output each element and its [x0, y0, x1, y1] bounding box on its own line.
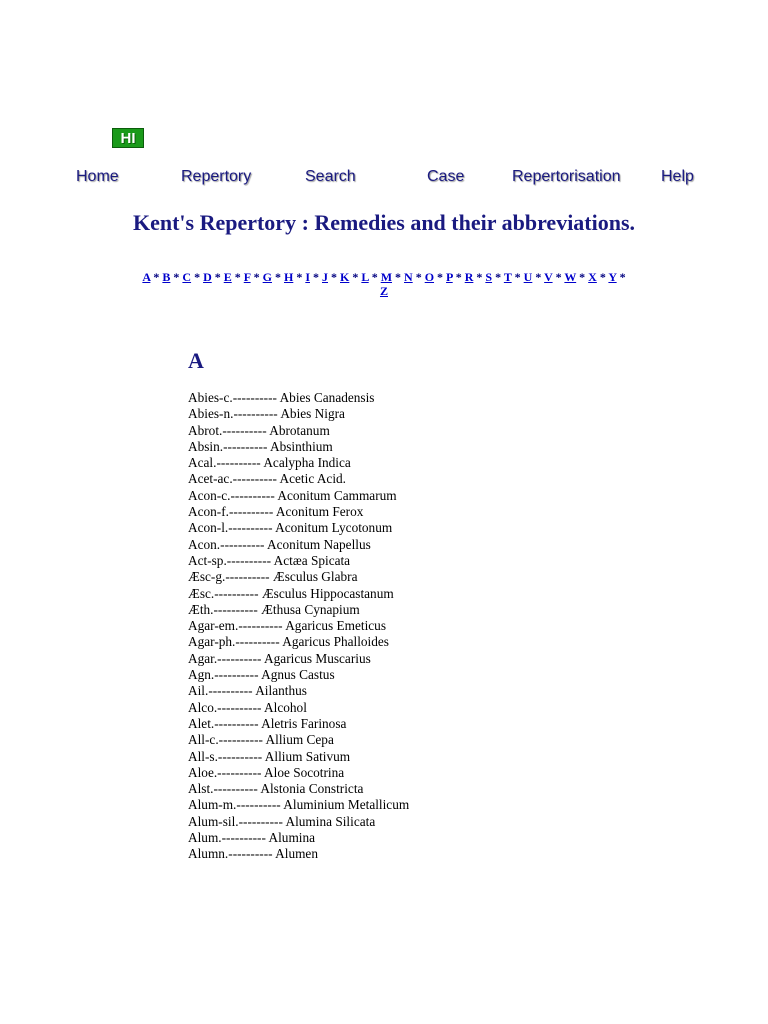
alphabet-index	[140, 270, 628, 298]
remedy-row	[188, 781, 608, 797]
remedy-row	[188, 602, 608, 618]
remedy-abbreviation: Acon.	[188, 536, 221, 552]
letter-separator: *	[231, 270, 244, 284]
letter-link-u[interactable]: U	[523, 270, 533, 284]
letter-link-t[interactable]: T	[503, 270, 512, 284]
letter-separator: *	[576, 270, 589, 284]
remedy-name: Aconitum Ferox	[275, 504, 364, 520]
remedy-row	[188, 797, 608, 813]
letter-separator: *	[492, 270, 504, 284]
remedy-dash-separator: ----------	[217, 764, 262, 780]
remedy-abbreviation: Abies-n.	[188, 406, 234, 422]
remedy-dash-separator: ----------	[230, 487, 275, 503]
letter-separator: *	[211, 270, 224, 284]
remedy-name: Acalypha Indica	[263, 455, 351, 471]
letter-separator: *	[250, 270, 263, 284]
remedy-row	[188, 390, 608, 406]
letter-separator: *	[368, 270, 381, 284]
letter-separator: *	[434, 270, 447, 284]
remedy-row	[188, 634, 608, 650]
letter-link-h[interactable]: H	[283, 270, 294, 284]
remedy-row	[188, 520, 608, 536]
letter-link-c[interactable]: C	[182, 270, 192, 284]
remedy-row	[188, 504, 608, 520]
remedy-dash-separator: ----------	[226, 552, 272, 568]
remedy-abbreviation: Alst.	[188, 781, 214, 797]
remedy-row	[188, 618, 608, 634]
letter-separator: *	[473, 270, 486, 284]
remedy-abbreviation: Act-sp.	[188, 552, 227, 568]
remedy-name: Agnus Castus	[261, 667, 335, 683]
letter-link-m[interactable]: M	[380, 270, 393, 284]
remedy-abbreviation: Acal.	[188, 455, 217, 471]
remedy-row	[188, 439, 608, 455]
remedy-abbreviation: Æth.	[188, 601, 214, 617]
remedy-name: Aloe Socotrina	[264, 764, 345, 780]
nav-home-link[interactable]: Home	[76, 168, 119, 185]
remedy-dash-separator: ----------	[217, 748, 263, 764]
remedy-dash-separator: ----------	[221, 830, 266, 846]
nav-search-link[interactable]: Search	[305, 168, 356, 185]
letter-separator: *	[392, 270, 405, 284]
remedy-dash-separator: ----------	[228, 504, 274, 520]
remedy-row	[188, 765, 608, 781]
letter-separator: *	[310, 270, 322, 284]
remedy-name: Abies Canadensis	[279, 390, 375, 405]
letter-link-j[interactable]: J	[322, 270, 328, 284]
remedy-name: Allium Cepa	[265, 732, 334, 748]
letter-link-e[interactable]: E	[223, 270, 232, 284]
letter-separator: *	[349, 270, 362, 284]
remedy-name: Aletris Farinosa	[261, 715, 347, 731]
remedy-dash-separator: ----------	[223, 438, 268, 454]
remedy-abbreviation: Alum.	[188, 830, 222, 846]
remedy-list	[188, 390, 608, 863]
letter-link-p[interactable]: P	[446, 270, 453, 284]
remedy-name: Abies Nigra	[280, 406, 345, 422]
remedy-name: Ailanthus	[255, 683, 307, 699]
remedy-row	[188, 830, 608, 846]
remedy-dash-separator: ----------	[222, 422, 267, 438]
remedy-abbreviation: Agn.	[188, 667, 215, 683]
nav-repertory-link[interactable]: Repertory	[181, 168, 252, 185]
remedy-row	[188, 586, 608, 602]
remedy-row	[188, 488, 608, 504]
remedy-row	[188, 667, 608, 683]
remedy-name: Alumen	[275, 846, 318, 862]
remedy-abbreviation: Acon-f.	[188, 504, 229, 520]
letter-separator: *	[293, 270, 306, 284]
remedy-dash-separator: ----------	[238, 813, 283, 829]
letter-link-i[interactable]: I	[305, 270, 310, 284]
letter-link-d[interactable]: D	[203, 270, 212, 284]
remedy-name: Aconitum Napellus	[267, 536, 371, 552]
nav-help-link[interactable]: Help	[661, 168, 694, 185]
remedy-row	[188, 700, 608, 716]
remedy-dash-separator: ----------	[214, 585, 259, 601]
remedy-name: Alcohol	[264, 699, 307, 715]
letter-separator: *	[532, 270, 545, 284]
remedy-dash-separator: ----------	[235, 634, 280, 650]
remedy-name: Abrotanum	[269, 422, 330, 438]
remedy-row	[188, 749, 608, 765]
remedy-dash-separator: ----------	[217, 699, 262, 715]
remedy-dash-separator: ----------	[217, 650, 262, 666]
remedy-name: Æthusa Cynapium	[261, 601, 360, 617]
letter-separator: *	[616, 270, 626, 284]
remedy-name: Aconitum Lycotonum	[275, 520, 393, 536]
remedy-name: Absinthium	[269, 438, 333, 454]
letter-link-z[interactable]: Z	[379, 284, 388, 298]
remedy-abbreviation: Alet.	[188, 715, 215, 731]
remedy-dash-separator: ----------	[233, 406, 278, 422]
nav-case-link[interactable]: Case	[427, 168, 465, 185]
remedy-abbreviation: Agar-em.	[188, 618, 239, 634]
remedy-dash-separator: ----------	[214, 715, 259, 731]
remedy-abbreviation: Acet-ac.	[188, 471, 233, 487]
remedy-abbreviation: Æsc.	[188, 585, 215, 601]
remedy-abbreviation: Alumn.	[188, 846, 229, 862]
remedy-dash-separator: ----------	[232, 471, 277, 487]
remedy-name: Alstonia Constricta	[260, 781, 364, 797]
remedy-abbreviation: Æsc-g.	[188, 569, 226, 585]
remedy-abbreviation: All-s.	[188, 748, 218, 764]
remedy-row	[188, 732, 608, 748]
remedy-row	[188, 716, 608, 732]
remedy-abbreviation: Acon-c.	[188, 487, 231, 503]
letter-separator: *	[191, 270, 204, 284]
site-logo[interactable]: HI	[112, 128, 144, 148]
remedy-dash-separator: ----------	[228, 520, 273, 536]
remedy-abbreviation: Alum-sil.	[188, 813, 239, 829]
page-title: Kent's Repertory : Remedies and their abbreviations.	[132, 210, 636, 235]
letter-link-g[interactable]: G	[262, 270, 272, 284]
remedy-dash-separator: ----------	[218, 732, 263, 748]
letter-link-y[interactable]: Y	[608, 270, 617, 284]
remedy-name: Agaricus Phalloides	[282, 634, 389, 650]
section-heading: A	[188, 348, 204, 373]
remedy-dash-separator: ----------	[236, 797, 281, 813]
remedy-name: Æsculus Glabra	[272, 569, 358, 585]
letter-link-x[interactable]: X	[588, 270, 597, 284]
remedy-name: Æsculus Hippocastanum	[261, 585, 394, 601]
remedy-name: Alumina	[268, 830, 316, 846]
letter-separator: *	[328, 270, 340, 284]
letter-separator: *	[271, 270, 284, 284]
remedy-name: Aconitum Cammarum	[277, 487, 397, 503]
remedy-dash-separator: ----------	[220, 536, 265, 552]
remedy-abbreviation: Abies-c.	[188, 390, 233, 405]
letter-separator: *	[452, 270, 465, 284]
letter-separator: *	[552, 270, 565, 284]
remedy-dash-separator: ----------	[225, 569, 270, 585]
letter-separator: *	[511, 270, 524, 284]
letter-link-f[interactable]: F	[243, 270, 251, 284]
remedy-name: Alumina Silicata	[285, 813, 376, 829]
remedy-row	[188, 553, 608, 569]
remedy-dash-separator: ----------	[213, 781, 258, 797]
remedy-row	[188, 814, 608, 830]
remedy-dash-separator: ----------	[214, 667, 259, 683]
remedy-row	[188, 846, 608, 862]
letter-link-r[interactable]: R	[464, 270, 474, 284]
remedy-name: Agaricus Emeticus	[285, 618, 386, 634]
remedy-name: Aluminium Metallicum	[283, 797, 410, 813]
remedy-row	[188, 651, 608, 667]
remedy-dash-separator: ----------	[228, 846, 273, 862]
remedy-dash-separator: ----------	[238, 618, 283, 634]
letter-link-k[interactable]: K	[340, 270, 350, 284]
letter-link-v[interactable]: V	[544, 270, 553, 284]
remedy-row	[188, 455, 608, 471]
letter-link-b[interactable]: B	[162, 270, 171, 284]
letter-link-s[interactable]: S	[485, 270, 493, 284]
remedy-dash-separator: ----------	[213, 601, 258, 617]
top-nav	[0, 168, 768, 192]
remedy-name: Allium Sativum	[264, 748, 351, 764]
remedy-abbreviation: Agar.	[188, 650, 218, 666]
remedy-dash-separator: ----------	[232, 390, 277, 405]
remedy-row	[188, 406, 608, 422]
remedy-row	[188, 471, 608, 487]
letter-separator: *	[150, 270, 163, 284]
letter-separator: *	[170, 270, 183, 284]
remedy-abbreviation: Alum-m.	[188, 797, 237, 813]
remedy-abbreviation: Alco.	[188, 699, 218, 715]
remedy-name: Agaricus Muscarius	[264, 650, 371, 666]
remedy-abbreviation: Aloe.	[188, 764, 218, 780]
remedy-row	[188, 683, 608, 699]
letter-link-w[interactable]: W	[564, 270, 577, 284]
remedy-row	[188, 423, 608, 439]
remedy-abbreviation: Absin.	[188, 438, 224, 454]
remedy-abbreviation: Abrot.	[188, 422, 223, 438]
letter-link-n[interactable]: N	[404, 270, 413, 284]
remedy-name: Actæa Spicata	[273, 552, 351, 568]
remedy-abbreviation: Ail.	[188, 683, 209, 699]
remedy-row	[188, 537, 608, 553]
remedy-abbreviation: Acon-l.	[188, 520, 229, 536]
remedy-row	[188, 569, 608, 585]
nav-repertorisation-link[interactable]: Repertorisation	[512, 168, 621, 185]
letter-link-l[interactable]: L	[361, 270, 369, 284]
remedy-abbreviation: Agar-ph.	[188, 634, 236, 650]
letter-link-a[interactable]: A	[142, 270, 151, 284]
letter-separator: *	[412, 270, 425, 284]
letter-link-o[interactable]: O	[424, 270, 435, 284]
remedy-abbreviation: All-c.	[188, 732, 219, 748]
remedy-dash-separator: ----------	[208, 683, 253, 699]
remedy-dash-separator: ----------	[216, 455, 261, 471]
remedy-name: Acetic Acid.	[279, 471, 346, 487]
letter-separator: *	[596, 270, 609, 284]
